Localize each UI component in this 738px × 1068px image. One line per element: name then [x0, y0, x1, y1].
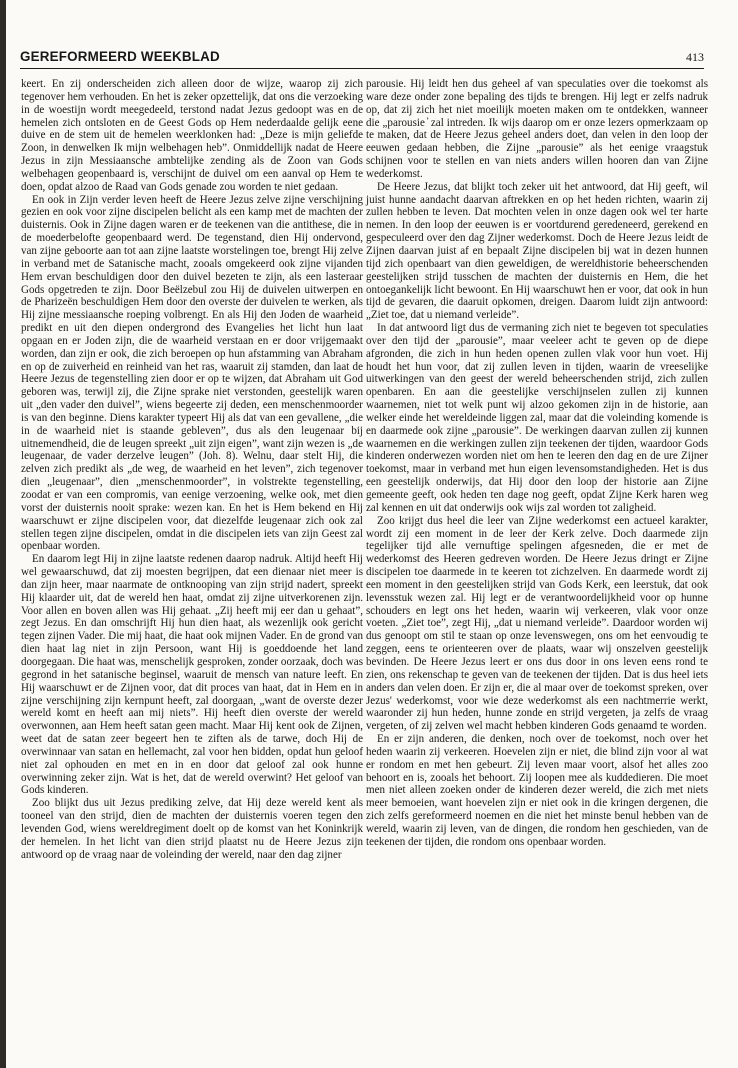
publication-title: GEREFORMEERD WEEKBLAD [20, 49, 220, 64]
paragraph: parousie. Hij leidt hen dus geheel af van speculaties over die toekomst als ware deze onder zone bepaling des tijds te brengen. Hij legt er zelfs nadruk op, dat zij zich het niet moeilijk moeten maken om te ontdekken, wanneer die „parousie ̓ zal intreden. Ik wijs daarop om er onze lezers opmerkzaam op te maken, dat de Heere Jezus geheel anders doet, dan velen in den loop der eeuwen gedaan hebben, die Zijne „parousie” als het eenige vraagstuk schijnen voor te stellen en van niets anders willen hooren dan van Zijne wederkomst. [366, 78, 708, 180]
page-number: 413 [686, 50, 704, 64]
left-column [21, 78, 363, 861]
paragraph: keert. En zij onderscheiden zich alleen door de wijze, waarop zij zich tegenover hem verhouden. En het is zeker opzettelijk, dat ons die verzoeking in de woestijn wordt meegedeeld, terstond nadat Jezus gedoopt was en de hemelen zich ontsloten en de Geest Gods op Hem nederdaalde gelijk eene duive en de stem uit de hemelen weerklonken had: „Deze is mijn geliefde Zoon, in denwelken Ik mijn welbehagen heb”. Onmiddellijk nadat de Heere Jezus in zijn Messiaansche ambtelijke zending als de Zoon van Gods welbehagen geopenbaard is, verschijnt de duivel om een aanval op Hem te doen, opdat alzoo de Raad van Gods genade zou worden te niet gedaan. [21, 78, 363, 193]
paragraph: De Heere Jezus, dat blijkt toch zeker uit het antwoord, dat Hij geeft, wil juist hunne aandacht daarvan aftrekken en op het heden richten, waarin zij zullen hebben te leven. Dat mochten velen in onze dagen ook wel ter harte nemen. In den loop der eeuwen is er voortdurend geredeneerd, gerekend en gespeculeerd over den dag Zijner wederkomst. Doch de Heere Jezus leidt de Zijnen daarvan juist af en bepaalt Zijne discipelen bij wat in dezen hunnen tijd zich openbaart van dien geweldigen, de wereldhistorie beheerschenden geestelijken strijd tusschen de machten der duisternis en Hem, die het ontoegankelijk licht bewoont. En Hij waarschuwt hen er voor, dat ook in hun tijd de gevaren, die daaruit opkomen, dreigen. Daarom luidt zijn antwoord: „Ziet toe, dat u niemand verleide”. [366, 180, 708, 322]
paragraph: In dat antwoord ligt dus de vermaning zich niet te begeven tot speculaties over den tijd der „parousie”, maar veeleer acht te geven op de diepe afgronden, die zich in hun heden openen zullen vlak voor hun voet. Hij houdt het hun voor, dat zij zullen leven in tijden, waarin de vreeselijke uitwerkingen van den geest der wereld beheerschenden strijd, zich zullen openbaren. En aan die geestelijke verschijnselen zullen zij kunnen waarnemen, niet tot welk punt wij alzoo gekomen zijn in de historie, aan welker einde het wereldeinde liggen zal, maar dat die voleinding komende is en daarmede ook zijne „parousie”. De werkingen daarvan zullen zij kunnen waarnemen en die werkingen zullen zijn teekenen der tijden, waardoor Gods kinderen onderwezen worden niet om hen te leeren den dag en de ure Zijner toekomst, maar in verband met hun eigen levensomstandigheden. Het is dus een geestelijk onderwijs, dat Hij door den loop der historie aan Zijne gemeente geeft, ook heden ten dage nog geeft, opdat Zijne Kerk haren weg zal kennen en uit dat onderwijs ook wijs zal worden tot zaligheid. [366, 322, 708, 514]
right-column [366, 78, 708, 849]
paragraph: En daarom legt Hij in zijne laatste redenen daarop nadruk. Altijd heeft Hij wel gewaarschuwd, dat zij moesten begrijpen, dat een dienaar niet meer is dan zijn heer, maar naarmate de ontknooping van zijn strijd nadert, spreekt Hij klaarder uit, dat de wereld hen haat, omdat zij zijne uitverkorenen zijn. Voor allen en boven allen was Hij gehaat. „Zij heeft mij eer dan u gehaat”, zegt Jezus. En dan omschrijft Hij hun dien haat, als wezenlijk ook gericht tegen zijnen Vader. Die mij haat, die haat ook mijnen Vader. En de grond van dien haat lag niet in zijn Persoon, want Hij is goeddoende het land doorgegaan. Die haat was, menschelijk gesproken, zonder oorzaak, doch was gegrond in het satanische beginsel, waaruit de mensch van nature leeft. En Hij waarschuwt er de Zijnen voor, dat dit proces van haat, dat in Hem en in zijne verschijning zijn kernpunt heeft, zal doorgaan, „want de overste dezer wereld komt en heeft aan mij niets”. Hij heeft dien overste der wereld overwonnen, aan Hem heeft satan geen macht. Maar Hij kent ook de Zijnen, weet dat de satan zeer begeert hen te ziften als de tarwe, doch Hij de overwinnaar van satan en hellemacht, zal voor hen bidden, opdat hun geloof niet zal ophouden en met en in en door dat geloof zal ook hunne overwinning zeker zijn. Wat is het, dat de wereld overwint? Het geloof van Gods kinderen. [21, 553, 363, 797]
paragraph: Zoo krijgt dus heel die leer van Zijne wederkomst een actueel karakter, wordt zij een moment in de leer der Kerk zelve. Doch daarmede zijn tegelijker tijd alle vernuftige spelingen afgesneden, die er met de wederkomst des Heeren gedreven worden. De Heere Jezus dringt er Zijne discipelen toe daarmede in te keeren tot zichzelven. En daarmede wordt zij een moment in den geestelijken strijd van Gods Kerk, een leerstuk, dat ook levensstuk wezen zal. Hij legt er de verantwoordelijkheid voor op hunne schouders en legt ons het heden, waarin wij verkeeren, vlak voor onze voeten. „Ziet toe”, zegt Hij, „dat u niemand verleide”. Daardoor worden wij dus genoopt om stil te staan op onze levenswegen, ons om het eenvoudig te zeggen, eens te orienteeren over de plaats, waar wij onszelven geestelijk bevinden. De Heere Jezus leert er ons dus door in ons leven eens rond te zien, ons rekenschap te geven van de teekenen der tijden. Dat is dus heel iets anders dan velen doen. Er zijn er, die al maar over de toekomst spreken, over Jezus' wederkomst, voor wie deze wederkomst als een nachtmerrie werkt, waaronder zij hun heden, hunne zonde en strijd vergeten, ja zelfs de vraag vergeten, of zij zelven wel macht hebben kinderen Gods genaamd te worden. [366, 514, 708, 733]
paragraph: Zoo blijkt dus uit Jezus prediking zelve, dat Hij deze wereld kent als tooneel van den strijd, dien de machten der duisternis voeren tegen den levenden God, wiens wereldregiment doelt op de komst van het Koninkrijk der hemelen. In het licht van dien strijd plaatst nu de Heere Jezus zijn antwoord op de vraag naar de voleinding der wereld, naar den dag zijner [21, 797, 363, 861]
page-header [20, 46, 704, 69]
paragraph: En ook in Zijn verder leven heeft de Heere Jezus zelve zijne verschijning gezien en ook voor zijne discipelen belicht als een kamp met de machten der duisternis. Ook in Zijne dagen waren er de teekenen van die antithese, die in de moederbelofte geopenbaard werd. De tegenstand, dien Hij ondervond, van zijne geboorte aan tot aan zijne laatste worstelingen toe, brengt Hij zelve in verband met de Satanische macht, zooals omgekeerd ook zijne vijanden Hem ervan beschuldigen door den duivel bezeten te zijn, als een lasteraar Gods opgetreden te zijn. Door Beëlzebul zou Hij de duivelen uitwerpen en de Pharizeën beschuldigen Hem door den overste der duivelen te werken, als Hij zijne messiaansche roeping volbrengt. En als Hij den Joden de waarheid predikt en uit den diepen ondergrond des Evangelies het licht hun laat opgaan en er Joden zijn, die de waarheid verstaan en er door vrijgemaakt worden, dan zijn er ook, die zich beroepen op hun afstamming van Abraham en op de zuiverheid en reinheid van het ras, waaruit zij stamden, dan laat de Heere Jezus de tegenstelling zien door er op te wijzen, dat Abraham uit God geboren was, terwijl zij, die Zijne sprake niet verstonden, geestelijk waren uit „den vader den duivel”, wiens begeerte zij deden, een menschenmoorder is van den beginne. Diens karakter typeert Hij als dat van een gevallene, „die in de waarheid niet is staande gebleven”, dus als den leugenaar bij uitnemendheid, die de leugen spreekt „uit zijn eigen”, want zijn wezen is „de leugenaar, de vader derzelve leugen” (Joh. 8). Welnu, daar stelt Hij, die zelven zich predikt als „de weg, de waarheid en het leven”, zich tegenover dien „leugenaar”, dien „menschenmoorder”, in volstrekte tegenstelling, zoodat er van een compromis, van eenige verzoening, welke ook, met dien vorst der duisternis nooit sprake: wezen kan. En het is Hem bekend en Hij waarschuwt er zijne discipelen voor, dat diezelfde leugenaar zich ook zal stellen tegen zijne discipelen, omdat in die discipelen iets van zijn Geest zal openbaar worden. [21, 193, 363, 553]
paragraph: En er zijn anderen, die denken, noch over de toekomst, noch over het heden waarin zij verkeeren. Hoevelen zijn er niet, die blind zijn voor al wat er rondom en met hen gebeurt. Zij leven maar voort, alsof het alles zoo behoort en is, zooals het behoort. Zij loopen mee als kuddedieren. Die moet men niet alleen zoeken onder de kinderen dezer wereld, die zich met niets meer bemoeien, want hoevelen zijn er niet ook in die kringen dergenen, die zich zelfs gereformeerd noemen en die niet het minste benul hebben van de wereld, waarin zij leven, van de dingen, die rondom hen geschieden, van de teekenen der tijden, die rondom ons openbaar worden. [366, 733, 708, 848]
binding-edge [0, 0, 6, 1068]
